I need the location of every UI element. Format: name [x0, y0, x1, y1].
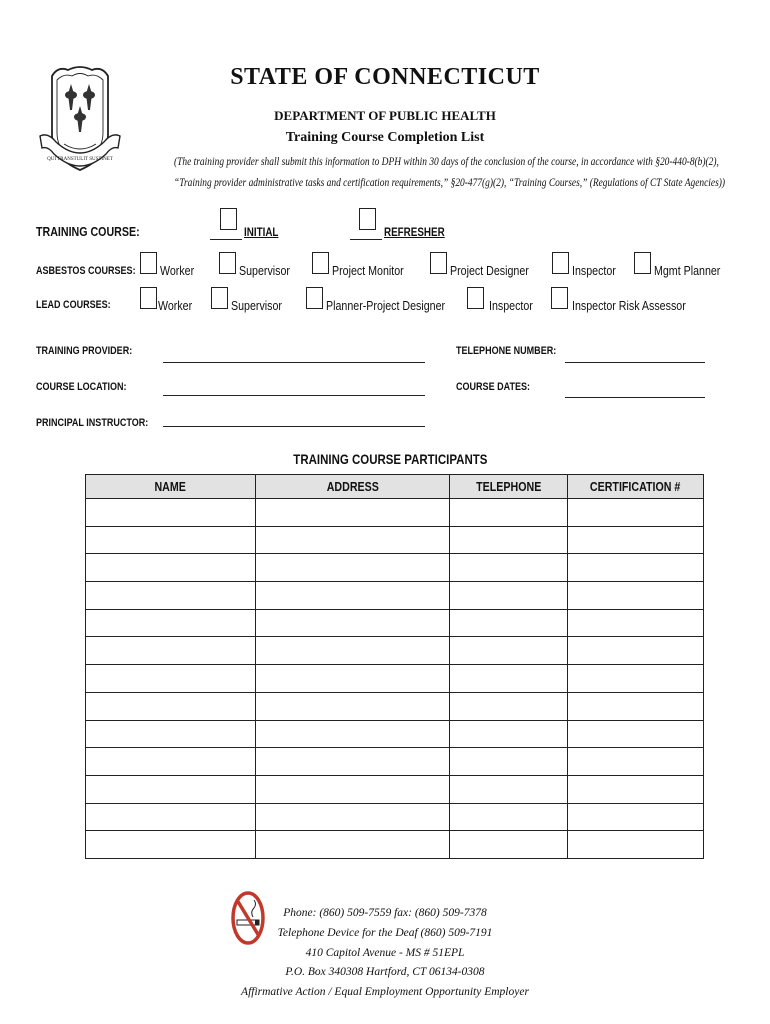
address-cell[interactable] — [256, 831, 450, 859]
asbestos-project-monitor-checkbox[interactable] — [312, 252, 329, 274]
name-cell[interactable] — [86, 775, 256, 803]
address-cell[interactable] — [256, 526, 450, 554]
refresher-label: REFRESHER — [384, 225, 445, 239]
asbestos-project-designer-checkbox[interactable] — [430, 252, 447, 274]
asbestos-worker-checkbox[interactable] — [140, 252, 157, 274]
telephone-cell[interactable] — [450, 609, 568, 637]
course-location-label: COURSE LOCATION: — [36, 381, 127, 393]
lead-supervisor-checkbox[interactable] — [211, 287, 228, 309]
telephone-cell[interactable] — [450, 720, 568, 748]
table-row — [86, 831, 704, 859]
address-cell[interactable] — [256, 665, 450, 693]
address-cell[interactable] — [256, 582, 450, 610]
table-row — [86, 582, 704, 610]
table-row — [86, 637, 704, 665]
table-row — [86, 526, 704, 554]
name-cell[interactable] — [86, 582, 256, 610]
name-cell[interactable] — [86, 748, 256, 776]
lead-planner-project-designer-checkbox[interactable] — [306, 287, 323, 309]
footer-phone: Phone: (860) 509-7559 fax: (860) 509-7378 — [283, 907, 487, 919]
address-cell[interactable] — [256, 499, 450, 527]
certification-cell[interactable] — [568, 582, 704, 610]
lead-planner-project-designer-label: Planner-Project Designer — [326, 298, 446, 313]
asbestos-supervisor-label: Supervisor — [239, 263, 290, 278]
department-name: DEPARTMENT OF PUBLIC HEALTH — [274, 108, 496, 123]
asbestos-mgmt-planner-checkbox[interactable] — [634, 252, 651, 274]
name-cell[interactable] — [86, 692, 256, 720]
certification-cell[interactable] — [568, 720, 704, 748]
certification-cell[interactable] — [568, 748, 704, 776]
lead-worker-label: Worker — [158, 298, 193, 313]
footer-address-1: 410 Capitol Avenue - MS # 51EPL — [305, 947, 465, 959]
column-header-telephone: TELEPHONE — [450, 475, 568, 499]
course-location-field[interactable] — [163, 395, 425, 396]
table-row — [86, 775, 704, 803]
footer-address-2: P.O. Box 340308 Hartford, CT 06134-0308 — [285, 966, 485, 978]
name-cell[interactable] — [86, 831, 256, 859]
column-header-name: NAME — [86, 475, 256, 499]
footer-tdd: Telephone Device for the Deaf (860) 509-7191 — [277, 927, 493, 939]
name-cell[interactable] — [86, 499, 256, 527]
asbestos-inspector-label: Inspector — [572, 263, 616, 278]
certification-cell[interactable] — [568, 831, 704, 859]
telephone-cell[interactable] — [450, 831, 568, 859]
address-cell[interactable] — [256, 692, 450, 720]
instructions-line-2: “Training provider administrative tasks and certification requirements,” §20-477(g)(2), “Training Courses,” (Regulations of CT State Agencies)) — [174, 177, 726, 189]
name-cell[interactable] — [86, 803, 256, 831]
state-seal-icon — [38, 62, 122, 184]
address-cell[interactable] — [256, 554, 450, 582]
telephone-cell[interactable] — [450, 692, 568, 720]
telephone-cell[interactable] — [450, 775, 568, 803]
training-course-label: TRAINING COURSE: — [36, 224, 140, 239]
course-dates-label: COURSE DATES: — [456, 381, 531, 393]
address-cell[interactable] — [256, 748, 450, 776]
address-cell[interactable] — [256, 720, 450, 748]
table-row — [86, 692, 704, 720]
lead-supervisor-label: Supervisor — [231, 298, 282, 313]
lead-inspector-risk-assessor-label: Inspector Risk Assessor — [572, 298, 686, 313]
principal-instructor-field[interactable] — [163, 426, 425, 427]
initial-checkbox[interactable] — [220, 208, 237, 230]
initial-underline — [210, 239, 242, 240]
lead-inspector-risk-assessor-checkbox[interactable] — [551, 287, 568, 309]
certification-cell[interactable] — [568, 775, 704, 803]
telephone-number-label: TELEPHONE NUMBER: — [456, 345, 557, 357]
telephone-cell[interactable] — [450, 665, 568, 693]
refresher-checkbox[interactable] — [359, 208, 376, 230]
name-cell[interactable] — [86, 554, 256, 582]
table-row — [86, 748, 704, 776]
name-cell[interactable] — [86, 526, 256, 554]
asbestos-courses-label: ASBESTOS COURSES: — [36, 265, 136, 277]
instructions-line-1: (The training provider shall submit this information to DPH within 30 days of the conclusion of the course, in accordance with §20-440-8(b)(2), — [174, 156, 719, 168]
lead-worker-checkbox[interactable] — [140, 287, 157, 309]
telephone-cell[interactable] — [450, 803, 568, 831]
telephone-cell[interactable] — [450, 499, 568, 527]
name-cell[interactable] — [86, 665, 256, 693]
refresher-underline — [350, 239, 382, 240]
initial-label: INITIAL — [244, 225, 279, 239]
table-row — [86, 554, 704, 582]
table-row — [86, 665, 704, 693]
certification-cell[interactable] — [568, 803, 704, 831]
asbestos-project-designer-label: Project Designer — [450, 263, 529, 278]
asbestos-inspector-checkbox[interactable] — [552, 252, 569, 274]
table-row — [86, 720, 704, 748]
address-cell[interactable] — [256, 803, 450, 831]
form-subtitle: Training Course Completion List — [285, 130, 485, 145]
principal-instructor-label: PRINCIPAL INSTRUCTOR: — [36, 417, 149, 429]
address-cell[interactable] — [256, 637, 450, 665]
address-cell[interactable] — [256, 775, 450, 803]
telephone-cell[interactable] — [450, 582, 568, 610]
table-row — [86, 609, 704, 637]
telephone-cell[interactable] — [450, 554, 568, 582]
address-cell[interactable] — [256, 609, 450, 637]
footer-eeo: Affirmative Action / Equal Employment Opportunity Employer — [241, 986, 529, 998]
seal-motto: QUI TRANSTULIT SUSTINET — [47, 157, 113, 162]
name-cell[interactable] — [86, 720, 256, 748]
table-row — [86, 499, 704, 527]
certification-cell[interactable] — [568, 665, 704, 693]
certification-cell[interactable] — [568, 637, 704, 665]
lead-courses-label: LEAD COURSES: — [36, 299, 111, 311]
column-header-address: ADDRESS — [256, 475, 450, 499]
certification-cell[interactable] — [568, 499, 704, 527]
lead-inspector-checkbox[interactable] — [467, 287, 484, 309]
column-header-certification: CERTIFICATION # — [568, 475, 704, 499]
course-dates-field[interactable] — [565, 397, 705, 398]
training-provider-label: TRAINING PROVIDER: — [36, 345, 133, 357]
training-provider-field[interactable] — [163, 362, 425, 363]
certification-cell[interactable] — [568, 526, 704, 554]
telephone-cell[interactable] — [450, 637, 568, 665]
telephone-cell[interactable] — [450, 748, 568, 776]
participants-table — [85, 474, 704, 859]
participants-title: TRAINING COURSE PARTICIPANTS — [292, 451, 488, 467]
asbestos-supervisor-checkbox[interactable] — [219, 252, 236, 274]
certification-cell[interactable] — [568, 692, 704, 720]
asbestos-project-monitor-label: Project Monitor — [332, 263, 404, 278]
telephone-cell[interactable] — [450, 526, 568, 554]
certification-cell[interactable] — [568, 554, 704, 582]
telephone-number-field[interactable] — [565, 362, 705, 363]
table-row — [86, 803, 704, 831]
certification-cell[interactable] — [568, 609, 704, 637]
name-cell[interactable] — [86, 609, 256, 637]
name-cell[interactable] — [86, 637, 256, 665]
lead-inspector-label: Inspector — [489, 298, 533, 313]
asbestos-mgmt-planner-label: Mgmt Planner — [654, 263, 721, 278]
page-title: STATE OF CONNECTICUT — [230, 64, 540, 90]
asbestos-worker-label: Worker — [160, 263, 195, 278]
